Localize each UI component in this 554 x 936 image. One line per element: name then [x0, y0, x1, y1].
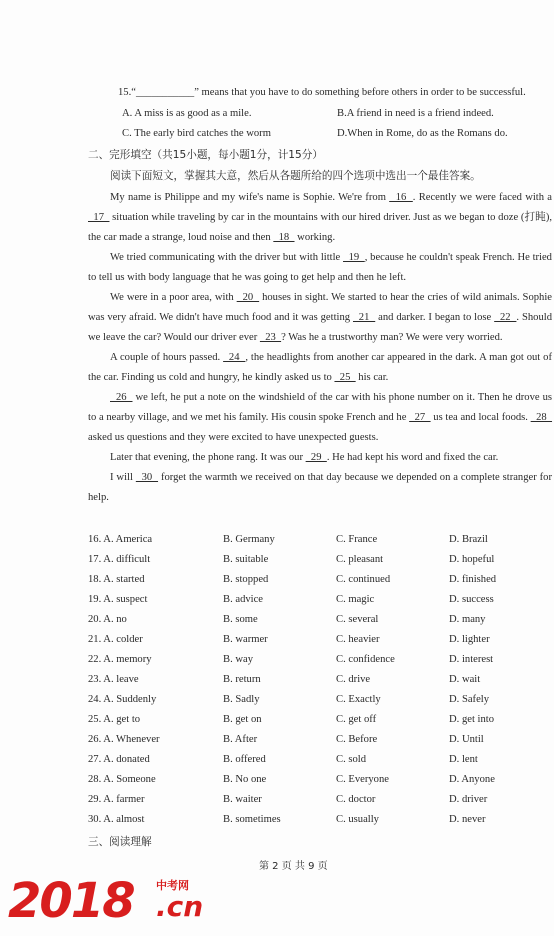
passage-paragraph [88, 288, 552, 348]
section3-title: 三、阅读理解 [88, 836, 152, 848]
passage-text: . He had kept his word and fixed the car. [326, 452, 499, 463]
passage-text: we left, he put a note on the windshield of the car with his phone number on it. Then he drove us to a nearby village, and we met his family. His cousin spoke French and he [88, 392, 552, 423]
option-choice: 27. A. donated [88, 754, 150, 765]
option-choice: D. success [449, 594, 494, 605]
q15-option-a: A. A miss is as good as a mile. [122, 108, 252, 119]
passage-text: We tried communicating with the driver but with little [110, 252, 344, 263]
option-row [88, 590, 528, 610]
option-choice: 17. A. difficult [88, 554, 151, 565]
option-choice: D. lighter [449, 634, 490, 645]
option-choice: C. doctor [336, 794, 376, 805]
blank-22: 22 [494, 312, 517, 323]
option-choice: 30. A. almost [88, 814, 145, 825]
section2-instruction: 阅读下面短文，掌握其大意，然后从各题所给的四个选项中选出一个最佳答案。 [110, 170, 481, 182]
passage-text: We were in a poor area, with [110, 292, 237, 303]
option-choice: B. suitable [223, 554, 269, 565]
option-choice: D. hopeful [449, 554, 495, 565]
passage-text: . Should we leave the car? Would our driver ever [88, 312, 553, 343]
option-choice: 23. A. leave [88, 674, 139, 685]
option-choice: B. Germany [223, 534, 275, 545]
option-row [88, 790, 528, 810]
blank-19: 19 [343, 252, 365, 263]
option-choice: 21. A. colder [88, 634, 143, 645]
page-number: 第 2 页 共 9 页 [259, 861, 328, 872]
option-row [88, 710, 528, 730]
option-row [88, 610, 528, 630]
option-row [88, 730, 528, 750]
passage-text: , because he couldn't speak French. He tried to tell us with body language that he was going to get help and then he left. [88, 252, 552, 283]
blank-28: 28 [530, 412, 553, 423]
q15-option-c: C. The early bird catches the worm [122, 128, 271, 139]
passage-text: I will [110, 472, 136, 483]
blank-27: 27 [409, 412, 431, 423]
option-choice: C. sold [336, 754, 367, 765]
option-choice: D. Anyone [449, 774, 495, 785]
option-choice: C. drive [336, 674, 371, 685]
section2-title: 二、完形填空（共15小题，每小题1分，计15分） [88, 149, 323, 161]
option-choice: C. Before [336, 734, 378, 745]
option-choice: B. some [223, 614, 258, 625]
option-choice: B. stopped [223, 574, 269, 585]
option-choice: B. return [223, 674, 261, 685]
passage-text: situation while traveling by car in the mountains with our hired driver. Just as we began to doze (打盹), the car made a strange, loud noise and then [88, 212, 553, 243]
q15-option-d: D.When in Rome, do as the Romans do. [337, 128, 508, 139]
passage-text: and darker. I began to lose [375, 312, 495, 323]
option-row [88, 770, 528, 790]
option-choice: D. finished [449, 574, 497, 585]
option-row [88, 570, 528, 590]
passage-text: asked us questions and they were excited to have unexpected guests. [88, 432, 379, 443]
passage-text: working. [294, 232, 336, 243]
passage-text: houses in sight. We started to hear the cries of wild animals. Sophie was very afraid. We didn't have much food and it was getting [88, 292, 552, 323]
option-choice: D. Safely [449, 694, 490, 705]
passage-paragraph [88, 448, 552, 468]
option-choice: C. get off [336, 714, 377, 725]
option-choice: D. wait [449, 674, 481, 685]
q15-option-b: B.A friend in need is a friend indeed. [337, 108, 494, 119]
passage-text: his car. [355, 372, 389, 383]
option-choice: C. Exactly [336, 694, 381, 705]
option-choice: D. many [449, 614, 486, 625]
option-choice: C. several [336, 614, 379, 625]
option-choice: C. heavier [336, 634, 380, 645]
option-choice: 28. A. Someone [88, 774, 156, 785]
option-choice: C. confidence [336, 654, 395, 665]
option-row [88, 750, 528, 770]
option-choice: C. pleasant [336, 554, 384, 565]
passage-text: forget the warmth we received on that day because we depended on a complete stranger for help. [88, 472, 553, 503]
blank-17: 17 [88, 212, 110, 223]
option-choice: B. waiter [223, 794, 262, 805]
option-choice: D. Until [449, 734, 484, 745]
option-choice: B. advice [223, 594, 264, 605]
option-choice: D. interest [449, 654, 494, 665]
option-choice: 29. A. farmer [88, 794, 145, 805]
option-row [88, 650, 528, 670]
q15-stem: 15.“___________” means that you have to do something before others in order to be successful. [118, 87, 526, 98]
blank-26: 26 [110, 392, 133, 403]
passage-text: , the headlights from another car appeared in the dark. A man got out of the car. Finding us cold and hungry, he kindly asked us to [88, 352, 552, 383]
option-choice: B. sometimes [223, 814, 281, 825]
option-choice: 18. A. started [88, 574, 145, 585]
option-choice: C. Everyone [336, 774, 389, 785]
option-choice: 20. A. no [88, 614, 127, 625]
option-choice: B. No one [223, 774, 267, 785]
option-choice: B. offered [223, 754, 266, 765]
blank-16: 16 [389, 192, 413, 203]
passage-paragraph [88, 388, 552, 448]
option-choice: B. way [223, 654, 254, 665]
option-row [88, 670, 528, 690]
logo-number: 2018 [8, 873, 134, 929]
option-choice: 16. A. America [88, 534, 153, 545]
blank-30: 30 [135, 472, 159, 483]
blank-18: 18 [273, 232, 295, 243]
cloze-passage [88, 188, 552, 508]
site-logo [8, 873, 218, 929]
blank-25: 25 [334, 372, 356, 383]
option-choice: B. After [223, 734, 258, 745]
passage-paragraph [88, 468, 552, 508]
logo-badge: 中考网 [156, 879, 189, 892]
option-choice: B. warmer [223, 634, 268, 645]
option-choice: B. Sadly [223, 694, 260, 705]
blank-29: 29 [305, 452, 327, 463]
option-choice: 26. A. Whenever [88, 734, 160, 745]
passage-text: ? Was he a trustworthy man? We were very worried. [281, 332, 503, 343]
option-row [88, 530, 528, 550]
blank-21: 21 [352, 312, 376, 323]
option-choice: 25. A. get to [88, 714, 141, 725]
option-choice: D. Brazil [449, 534, 488, 545]
option-choice: C. magic [336, 594, 375, 605]
option-choice: 22. A. memory [88, 654, 152, 665]
option-choice: D. driver [449, 794, 488, 805]
passage-paragraph [88, 188, 552, 248]
option-choice: 24. A. Suddenly [88, 694, 157, 705]
option-row [88, 810, 528, 830]
option-choice: D. never [449, 814, 486, 825]
passage-paragraph [88, 348, 552, 388]
option-choice: C. France [336, 534, 378, 545]
passage-text: A couple of hours passed. [110, 352, 224, 363]
passage-text: Later that evening, the phone rang. It was our [110, 452, 306, 463]
option-row [88, 550, 528, 570]
option-choice: D. lent [449, 754, 478, 765]
option-choice: B. get on [223, 714, 262, 725]
option-choice: 19. A. suspect [88, 594, 148, 605]
passage-text: us tea and local foods. [430, 412, 531, 423]
passage-paragraph [88, 248, 552, 288]
option-row [88, 630, 528, 650]
passage-text: My name is Philippe and my wife's name is Sophie. We're from [110, 192, 390, 203]
blank-23: 23 [259, 332, 282, 343]
logo-domain: .cn [156, 890, 204, 923]
option-choice: D. get into [449, 714, 495, 725]
blank-20: 20 [236, 292, 260, 303]
blank-24: 24 [223, 352, 246, 363]
option-row [88, 690, 528, 710]
option-choice: C. continued [336, 574, 391, 585]
passage-text: . Recently we were faced with a [412, 192, 552, 203]
option-choice: C. usually [336, 814, 379, 825]
